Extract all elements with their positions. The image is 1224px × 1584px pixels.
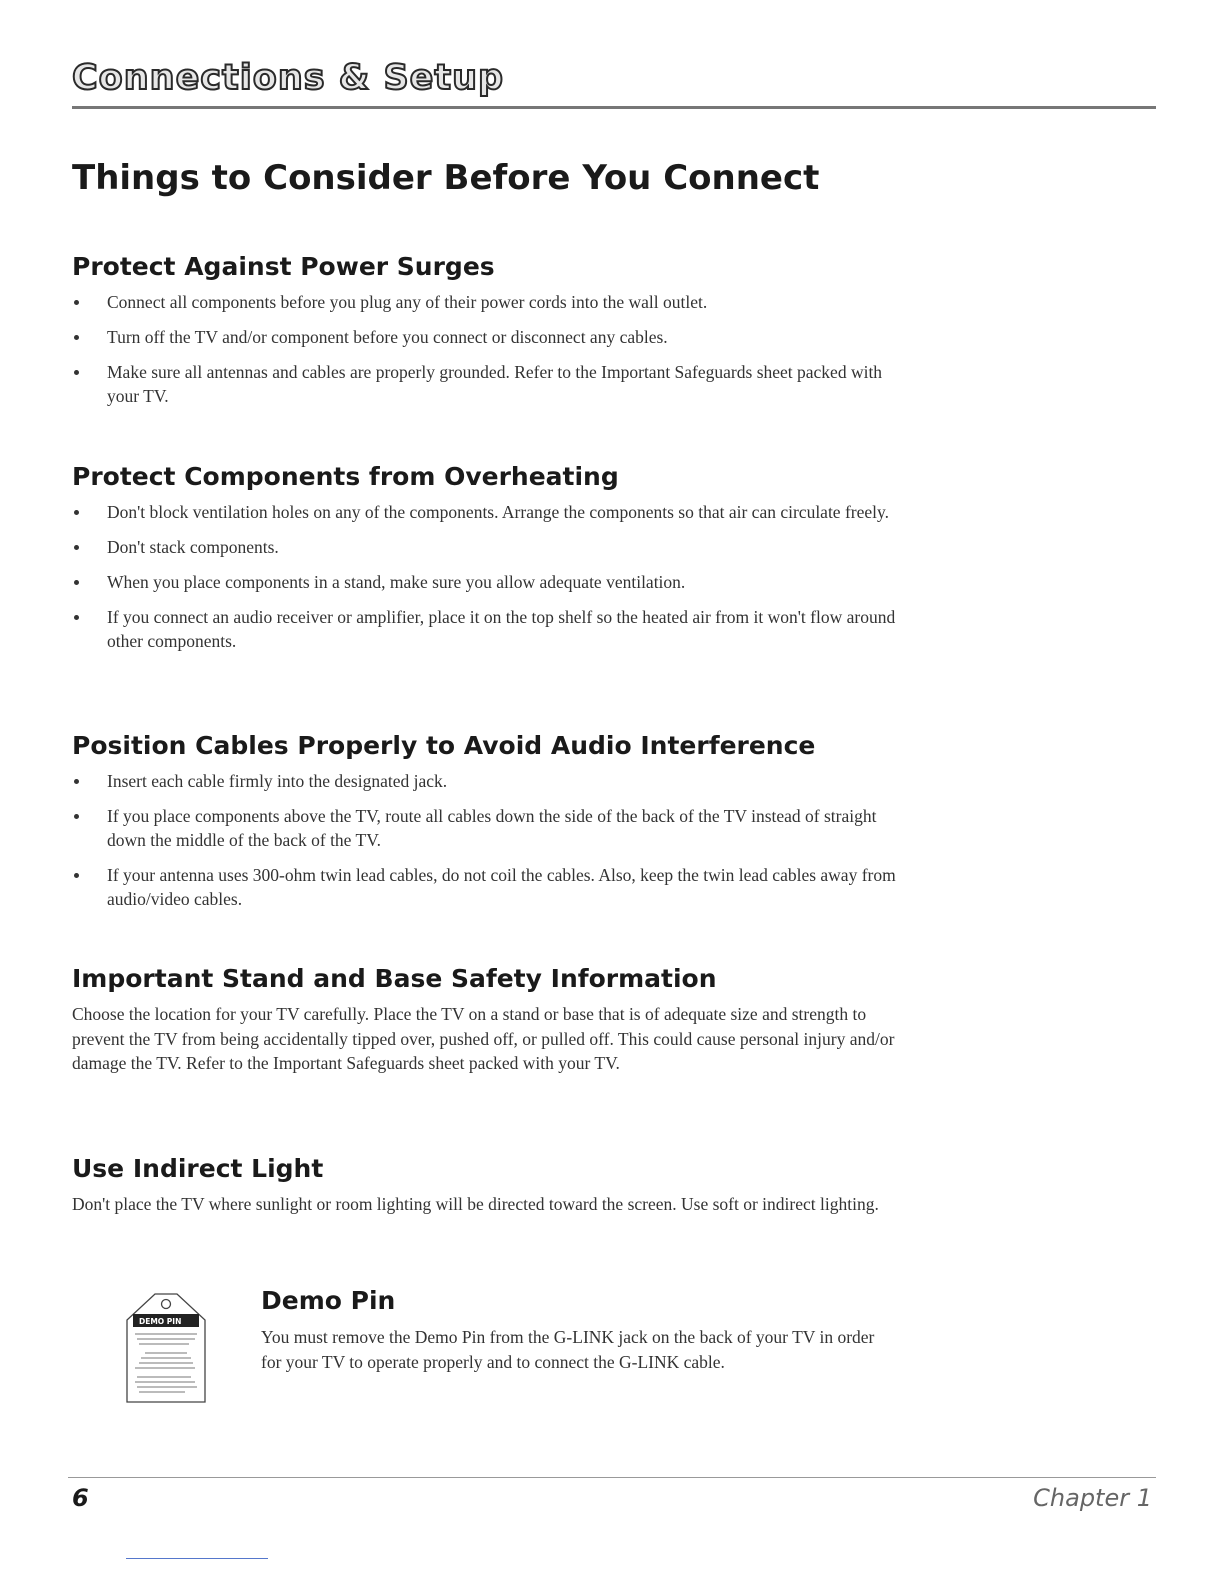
demo-pin-tag-label: DEMO PIN [139, 1317, 182, 1326]
section-heading: Protect Against Power Surges [72, 252, 495, 281]
section-heading: Use Indirect Light [72, 1154, 324, 1183]
section-paragraph: Choose the location for your TV carefully. Place the TV on a stand or base that is of adequate size and strength to prevent the TV from being accidentally tipped over, pushed off, or pulled off. This could cause personal injury and/or damage the TV. Refer to the Important Safeguards sheet packed with your TV. [72, 1004, 895, 1073]
demo-pin-tag-icon [125, 1292, 207, 1404]
chapter-label: Chapter 1 [1033, 1484, 1152, 1512]
section-heading: Important Stand and Base Safety Information [72, 964, 717, 993]
section-heading: Position Cables Properly to Avoid Audio Interference [72, 731, 816, 760]
section-cables [72, 731, 902, 922]
list-item: Insert each cable firmly into the designated jack. [72, 769, 902, 793]
list-item: Turn off the TV and/or component before you connect or disconnect any cables. [72, 325, 902, 349]
footer-divider [68, 1477, 1156, 1478]
list-item: If you place components above the TV, route all cables down the side of the back of the TV instead of straight down the middle of the back of the TV. [72, 804, 902, 852]
list-item: If your antenna uses 300-ohm twin lead cables, do not coil the cables. Also, keep the twin lead cables away from audio/video cables. [72, 863, 902, 911]
list-item: Connect all components before you plug any of their power cords into the wall outlet. [72, 290, 902, 314]
list-item: Make sure all antennas and cables are properly grounded. Refer to the Important Safeguards sheet packed with your TV. [72, 360, 902, 408]
header-title: Connections & Setup [72, 58, 505, 98]
bullet-list [72, 290, 902, 408]
page-header [72, 56, 1156, 109]
list-item: When you place components in a stand, make sure you allow adequate ventilation. [72, 570, 902, 594]
bullet-list [72, 500, 902, 653]
list-item: Don't block ventilation holes on any of the components. Arrange the components so that air can circulate freely. [72, 500, 902, 524]
section-indirect-light [72, 1154, 902, 1217]
page-title: Things to Consider Before You Connect [72, 158, 820, 198]
section-demo-pin [261, 1286, 881, 1374]
list-item: Don't stack components. [72, 535, 902, 559]
bottom-line [126, 1558, 268, 1559]
section-paragraph: Don't place the TV where sunlight or room lighting will be directed toward the screen. Use soft or indirect lighting. [72, 1194, 879, 1214]
section-power-surges [72, 252, 902, 419]
section-overheating [72, 462, 902, 664]
section-heading: Demo Pin [261, 1286, 396, 1315]
section-heading: Protect Components from Overheating [72, 462, 619, 491]
section-stand-safety [72, 964, 902, 1076]
bullet-list [72, 769, 902, 911]
list-item: If you connect an audio receiver or amplifier, place it on the top shelf so the heated air from it won't flow around other components. [72, 605, 902, 653]
page-number: 6 [72, 1484, 89, 1512]
section-paragraph: You must remove the Demo Pin from the G-LINK jack on the back of your TV in order for your TV to operate properly and to connect the G-LINK cable. [261, 1327, 875, 1372]
